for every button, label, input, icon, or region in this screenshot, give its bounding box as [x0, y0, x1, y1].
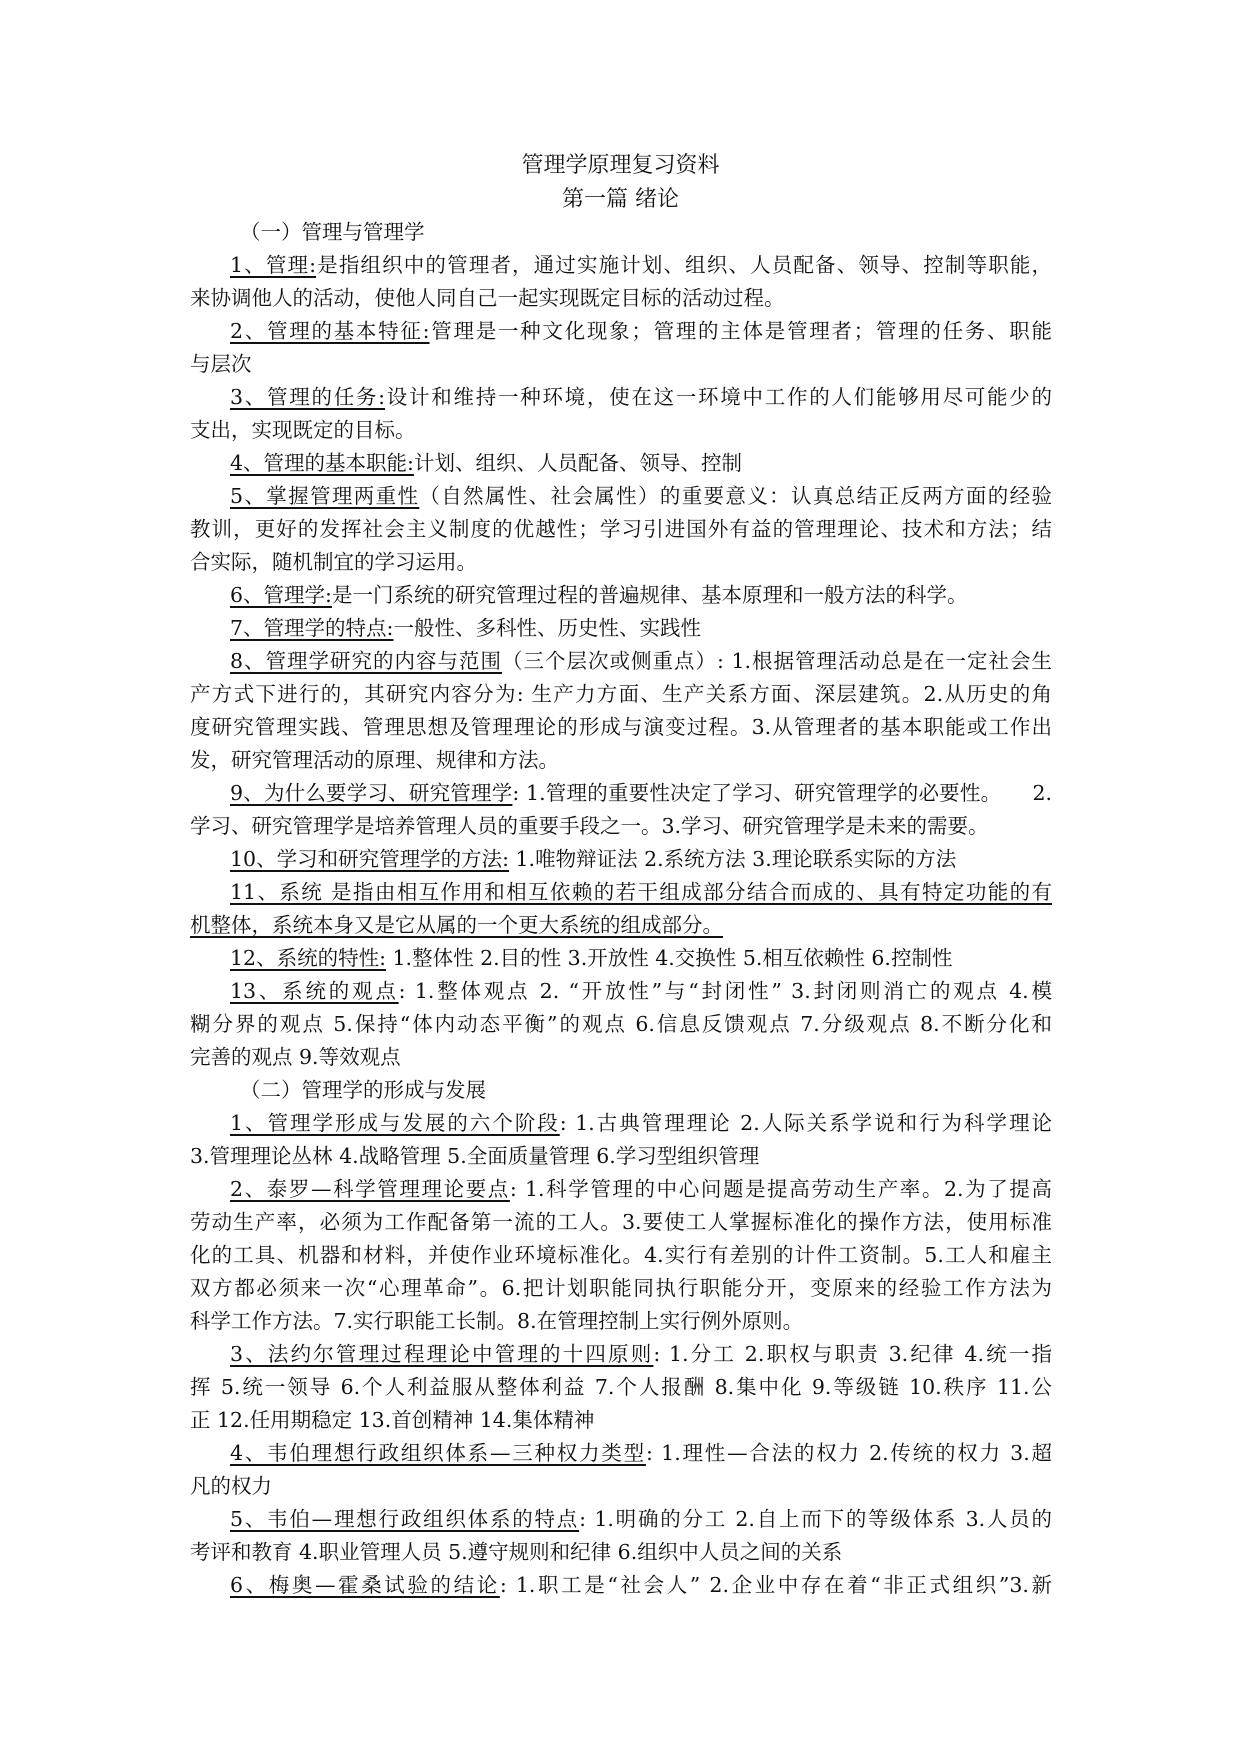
text-run: 完善的观点 9.等效观点: [190, 1045, 401, 1069]
text-line: [190, 612, 1052, 645]
text-run: 学习、研究管理学是培养管理人员的重要手段之一。3.学习、研究管理学是未来的需要。: [190, 814, 989, 838]
term-label: 2、泰罗—科学管理理论要点: [230, 1177, 510, 1201]
text-line: [190, 744, 1052, 777]
text-line: [190, 1437, 1052, 1470]
term-label: 5、韦伯—理想行政组织体系的特点: [230, 1507, 580, 1531]
text-run: 凡的权力: [190, 1474, 272, 1498]
term-label: 2、管理的基本特征:: [230, 319, 430, 343]
text-run: 一般性、多科性、历史性、实践性: [393, 616, 701, 640]
text-run: 化的工具、机器和材料，并使作业环境标准化。4.实行有差别的计件工资制。5.工人和雇主: [190, 1243, 1052, 1267]
term-label: 3、法约尔管理过程理论中管理的十四原则: [230, 1342, 654, 1366]
text-line: [190, 1272, 1052, 1305]
text-run: : 1.分工 2.职权与职责 3.纪律 4.统一指: [653, 1342, 1052, 1366]
text-line: [190, 777, 1052, 810]
section-heading: [190, 1074, 1052, 1107]
document-body: [190, 216, 1052, 1602]
text-run: 考评和教育 4.职业管理人员 5.遵守规则和纪律 6.组织中人员之间的关系: [190, 1540, 843, 1564]
text-run: 正 12.任用期稳定 13.首创精神 14.集体精神: [190, 1408, 595, 1432]
text-line: [190, 513, 1052, 546]
text-line: [190, 1173, 1052, 1206]
term-label: 9、为什么要学习、研究管理学: [230, 781, 513, 805]
text-run: 发，研究管理活动的原理、规律和方法。: [190, 748, 559, 772]
text-run: （自然属性、社会属性）的重要意义：认真总结正反两方面的经验: [419, 484, 1052, 508]
text-line: [190, 315, 1052, 348]
text-run: 3.管理理论丛林 4.战略管理 5.全面质量管理 6.学习型组织管理: [190, 1144, 760, 1168]
text-run: : 1.职工是“社会人” 2.企业中存在着“非正式组织”3.新: [499, 1573, 1052, 1597]
term-label: 12、系统的特性:: [230, 946, 386, 970]
text-run: : 1.古典管理理论 2.人际关系学说和行为科学理论: [559, 1111, 1052, 1135]
text-run: 科学工作方法。7.实行职能工长制。8.在管理控制上实行例外原则。: [190, 1309, 804, 1333]
text-run: 教训，更好的发挥社会主义制度的优越性；学习引进国外有益的管理理论、技术和方法；结: [190, 517, 1052, 541]
term-label: 1、管理:: [230, 253, 317, 277]
text-run: （二）管理学的形成与发展: [240, 1078, 486, 1102]
text-line: [190, 381, 1052, 414]
text-run: 与层次: [190, 352, 252, 376]
text-line: [190, 546, 1052, 579]
text-run: （一）管理与管理学: [240, 220, 425, 244]
text-line: [190, 1305, 1052, 1338]
text-line: [190, 843, 1052, 876]
text-line: [190, 1140, 1052, 1173]
text-run: 管理是一种文化现象；管理的主体是管理者；管理的任务、职能: [429, 319, 1052, 343]
text-run: 是一门系统的研究管理过程的普遍规律、基本原理和一般方法的科学。: [331, 583, 968, 607]
text-line: [190, 876, 1052, 909]
term-label: 3、管理的任务:: [230, 385, 386, 409]
text-run: : 1.理性—合法的权力 2.传统的权力 3.超: [645, 1441, 1052, 1465]
term-label: 机整体，系统本身又是它从属的一个更大系统的组成部分。: [190, 913, 723, 937]
term-label: 1、管理学形成与发展的六个阶段: [230, 1111, 560, 1135]
text-run: 来协调他人的活动，使他人同自己一起实现既定目标的活动过程。: [190, 286, 785, 310]
term-label: 11、系统 是指由相互作用和相互依赖的若干组成部分结合而成的、具有特定功能的有: [230, 880, 1052, 904]
text-run: 设计和维持一种环境，使在这一环境中工作的人们能够用尽可能少的: [385, 385, 1052, 409]
text-line: [190, 579, 1052, 612]
text-run: 产方式下进行的，其研究内容分为: 生产力方面、生产关系方面、深层建筑。2.从历史的角: [190, 682, 1052, 706]
document-title: 管理学原理复习资料: [521, 153, 720, 178]
text-run: : 1.科学管理的中心问题是提高劳动生产率。2.为了提高: [509, 1177, 1052, 1201]
text-line: [190, 1470, 1052, 1503]
text-line: [190, 1536, 1052, 1569]
text-line: [190, 480, 1052, 513]
text-run: 劳动生产率，必须为工作配备第一流的工人。3.要使工人掌握标准化的操作方法，使用标准: [190, 1210, 1052, 1234]
text-line: [190, 1503, 1052, 1536]
text-run: : 1.管理的重要性决定了学习、研究管理学的必要性。 2.: [512, 781, 1052, 805]
text-line: [190, 1206, 1052, 1239]
text-run: 挥 5.统一领导 6.个人利益服从整体利益 7.个人报酬 8.集中化 9.等级链 10.秩序 11.公: [190, 1375, 1052, 1399]
term-label: 10、学习和研究管理学的方法:: [230, 847, 509, 871]
text-line: [190, 1338, 1052, 1371]
text-line: [190, 414, 1052, 447]
text-line: [190, 282, 1052, 315]
text-run: 是指组织中的管理者，通过实施计划、组织、人员配备、领导、控制等职能，: [316, 253, 1052, 277]
text-line: [190, 678, 1052, 711]
text-line: [190, 1404, 1052, 1437]
text-line: [190, 942, 1052, 975]
text-line: [190, 1041, 1052, 1074]
text-line: [190, 1008, 1052, 1041]
text-run: 双方都必须来一次“心理革命”。6.把计划职能同执行职能分开，变原来的经验工作方法为: [190, 1276, 1052, 1300]
text-line: [190, 645, 1052, 678]
term-label: 8、管理学研究的内容与范围: [230, 649, 503, 673]
text-line: [190, 249, 1052, 282]
text-run: 1.唯物辩证法 2.系统方法 3.理论联系实际的方法: [509, 847, 957, 871]
text-line: [190, 1569, 1052, 1602]
text-run: : 1.明确的分工 2.自上而下的等级体系 3.人员的: [579, 1507, 1052, 1531]
term-label: 5、掌握管理两重性: [230, 484, 420, 508]
term-label: 4、管理的基本职能:: [230, 451, 414, 475]
section-heading: [190, 216, 1052, 249]
chapter-heading: 第一篇 绪论: [562, 187, 679, 212]
text-line: [190, 810, 1052, 843]
term-label: 13、系统的观点: [230, 979, 399, 1003]
text-line: [190, 1239, 1052, 1272]
term-label: 6、管理学:: [230, 583, 332, 607]
text-line: [190, 348, 1052, 381]
text-line: [190, 909, 1052, 942]
text-run: : 1.整体观点 2. “开放性”与“封闭性” 3.封闭则消亡的观点 4.模: [398, 979, 1052, 1003]
text-line: [190, 711, 1052, 744]
term-label: 7、管理学的特点:: [230, 616, 394, 640]
text-run: （三个层次或侧重点）: 1.根据管理活动总是在一定社会生: [502, 649, 1052, 673]
term-label: 6、梅奥—霍桑试验的结论: [230, 1573, 500, 1597]
text-run: 计划、组织、人员配备、领导、控制: [413, 451, 742, 475]
text-line: [190, 1371, 1052, 1404]
text-run: 度研究管理实践、管理思想及管理理论的形成与演变过程。3.从管理者的基本职能或工作出: [190, 715, 1052, 739]
text-run: 糊分界的观点 5.保持“体内动态平衡”的观点 6.信息反馈观点 7.分级观点 8.不断分化和: [190, 1012, 1052, 1036]
text-line: [190, 447, 1052, 480]
text-run: 支出，实现既定的目标。: [190, 418, 416, 442]
text-run: 1.整体性 2.目的性 3.开放性 4.交换性 5.相互依赖性 6.控制性: [386, 946, 953, 970]
term-label: 4、韦伯理想行政组织体系—三种权力类型: [230, 1441, 646, 1465]
text-line: [190, 975, 1052, 1008]
text-line: [190, 1107, 1052, 1140]
text-run: 合实际，随机制宜的学习运用。: [190, 550, 477, 574]
